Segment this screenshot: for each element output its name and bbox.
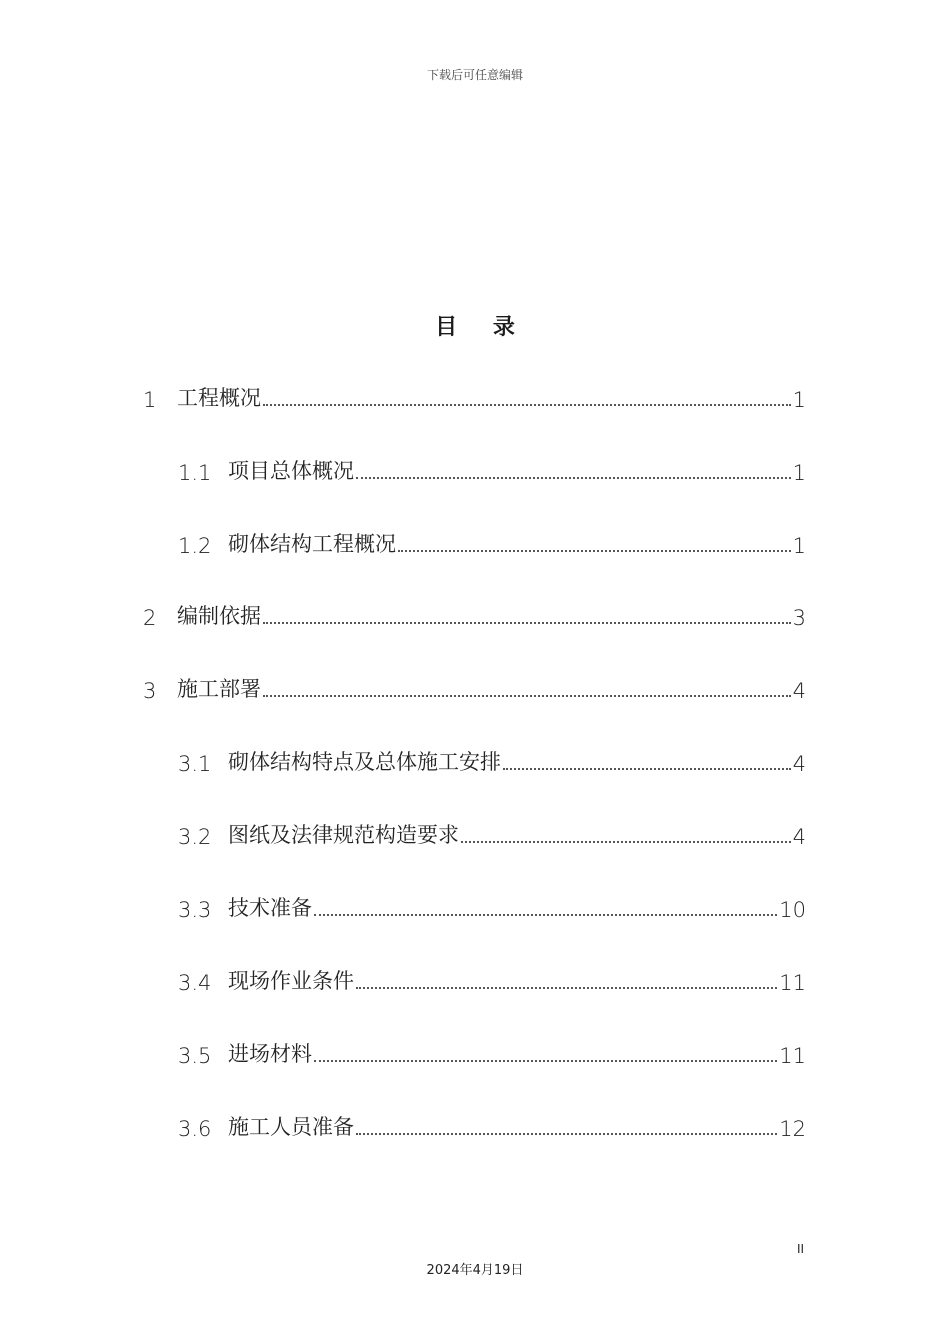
toc-dot-leader bbox=[263, 404, 791, 406]
toc-entry-number: 1.2 bbox=[178, 534, 212, 558]
toc-entry-text: 编制依据 bbox=[177, 604, 261, 628]
toc-entry-number: 3.3 bbox=[178, 898, 212, 922]
toc-entry-text: 施工人员准备 bbox=[228, 1115, 354, 1139]
toc-entry-text: 项目总体概况 bbox=[228, 459, 354, 483]
toc-dot-leader bbox=[356, 477, 791, 479]
toc-dot-leader bbox=[314, 1060, 777, 1062]
toc-entry-number: 3.5 bbox=[178, 1044, 212, 1068]
toc-entry-page: 4 bbox=[792, 752, 806, 776]
toc-entry-text: 工程概况 bbox=[177, 386, 261, 410]
toc-entry-3-3[interactable] bbox=[178, 892, 806, 922]
toc-entry-number: 3.6 bbox=[178, 1117, 212, 1141]
toc-entry-number: 1.1 bbox=[178, 461, 212, 485]
toc-entry-text: 砌体结构工程概况 bbox=[228, 532, 396, 556]
toc-entry-text: 施工部署 bbox=[177, 677, 261, 701]
toc-entry-number: 2 bbox=[143, 606, 157, 630]
toc-entry-3-5[interactable] bbox=[178, 1038, 806, 1068]
toc-entry-text: 砌体结构特点及总体施工安排 bbox=[228, 750, 501, 774]
toc-entry-text: 进场材料 bbox=[228, 1042, 312, 1066]
toc-entry-number: 3.4 bbox=[178, 971, 212, 995]
toc-entry-1[interactable] bbox=[143, 382, 806, 412]
toc-dot-leader bbox=[263, 622, 791, 624]
toc-dot-leader bbox=[263, 695, 791, 697]
toc-entry-3[interactable] bbox=[143, 673, 806, 703]
toc-dot-leader bbox=[503, 768, 791, 770]
toc-entry-2[interactable] bbox=[143, 600, 806, 630]
toc-entry-3-4[interactable] bbox=[178, 965, 806, 995]
toc-entry-page: 1 bbox=[792, 534, 806, 558]
toc-entry-page: 4 bbox=[792, 825, 806, 849]
toc-entry-text: 现场作业条件 bbox=[228, 969, 354, 993]
toc-entry-3-6[interactable] bbox=[178, 1111, 806, 1141]
page-header: 下载后可任意编辑 bbox=[426, 68, 523, 82]
toc-title: 目 录 bbox=[435, 315, 529, 340]
toc-entry-number: 3.2 bbox=[178, 825, 212, 849]
toc-entry-1-2[interactable] bbox=[178, 528, 806, 558]
toc-entry-page: 12 bbox=[779, 1117, 806, 1141]
toc-entry-page: 3 bbox=[792, 606, 806, 630]
toc-entry-page: 10 bbox=[779, 898, 806, 922]
toc-entry-page: 1 bbox=[792, 388, 806, 412]
toc-entry-1-1[interactable] bbox=[178, 455, 806, 485]
page-number: II bbox=[797, 1242, 805, 1256]
toc-entry-page: 4 bbox=[792, 679, 806, 703]
toc-entry-page: 1 bbox=[792, 461, 806, 485]
toc-entry-3-1[interactable] bbox=[178, 746, 806, 776]
toc-dot-leader bbox=[314, 914, 777, 916]
toc-entry-3-2[interactable] bbox=[178, 819, 806, 849]
toc-entry-text: 技术准备 bbox=[228, 896, 312, 920]
toc-dot-leader bbox=[356, 1133, 777, 1135]
toc-dot-leader bbox=[356, 987, 777, 989]
toc-entry-page: 11 bbox=[779, 971, 806, 995]
toc-entry-page: 11 bbox=[779, 1044, 806, 1068]
toc-entry-number: 1 bbox=[143, 388, 157, 412]
toc-dot-leader bbox=[461, 841, 791, 843]
footer-date: 2024年4月19日 bbox=[426, 1263, 524, 1278]
toc-entry-number: 3 bbox=[143, 679, 157, 703]
toc-entry-number: 3.1 bbox=[178, 752, 212, 776]
toc-dot-leader bbox=[398, 550, 791, 552]
toc-entry-text: 图纸及法律规范构造要求 bbox=[228, 823, 459, 847]
